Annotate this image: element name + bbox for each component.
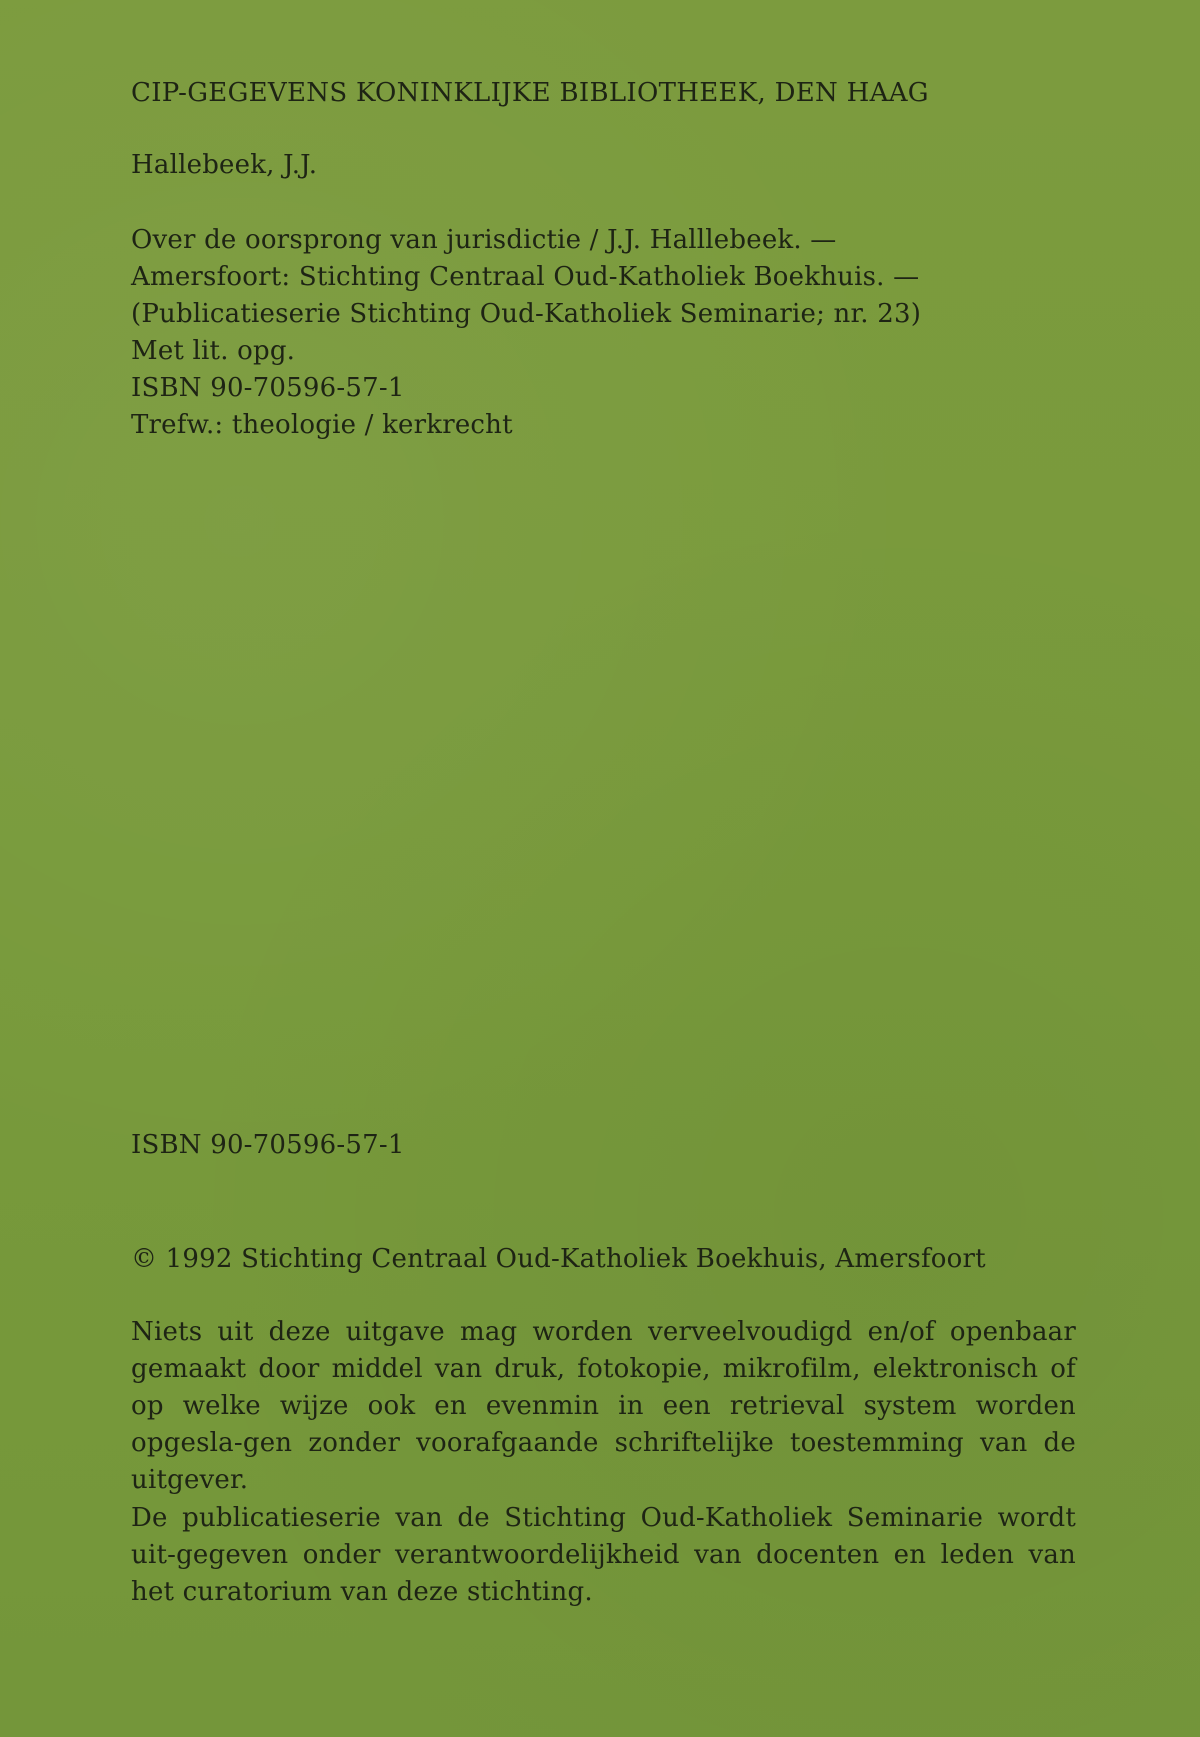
cip-record: [131, 222, 1091, 444]
isbn: ISBN 90-70596-57-1: [131, 1130, 405, 1160]
rights-paragraph: Niets uit deze uitgave mag worden verveelvoudigd en/of openbaar gemaakt door middel van druk, fotokopie, mikrofilm, elektronisch of op welke wijze ook en evenmin in een retrieval system worden opgesla-gen zonder voorafgaande schriftelijke toestemming van de uitgever.: [131, 1317, 1076, 1495]
cip-publisher-line: Amersfoort: Stichting Centraal Oud-Katholiek Boekhuis. —: [131, 262, 920, 292]
cip-isbn-line: ISBN 90-70596-57-1: [131, 373, 405, 403]
cip-series-line: (Publicatieserie Stichting Oud-Katholiek Seminarie; nr. 23): [131, 299, 922, 329]
cip-header: CIP-GEGEVENS KONINKLIJKE BIBLIOTHEEK, DEN HAAG: [131, 78, 929, 108]
series-note-paragraph: De publicatieserie van de Stichting Oud-Katholiek Seminarie wordt uit-gegeven onder verantwoordelijkheid van docenten en leden van het curatorium van deze stichting.: [131, 1503, 1076, 1607]
copyright-notice: © 1992 Stichting Centraal Oud-Katholiek Boekhuis, Amersfoort: [131, 1244, 986, 1274]
cip-author: Hallebeek, J.J.: [131, 150, 318, 180]
cip-title-line: Over de oorsprong van jurisdictie / J.J. Halllebeek. —: [131, 225, 837, 255]
cip-literature-line: Met lit. opg.: [131, 336, 296, 366]
cip-keywords-line: Trefw.: theologie / kerkrecht: [131, 410, 513, 440]
